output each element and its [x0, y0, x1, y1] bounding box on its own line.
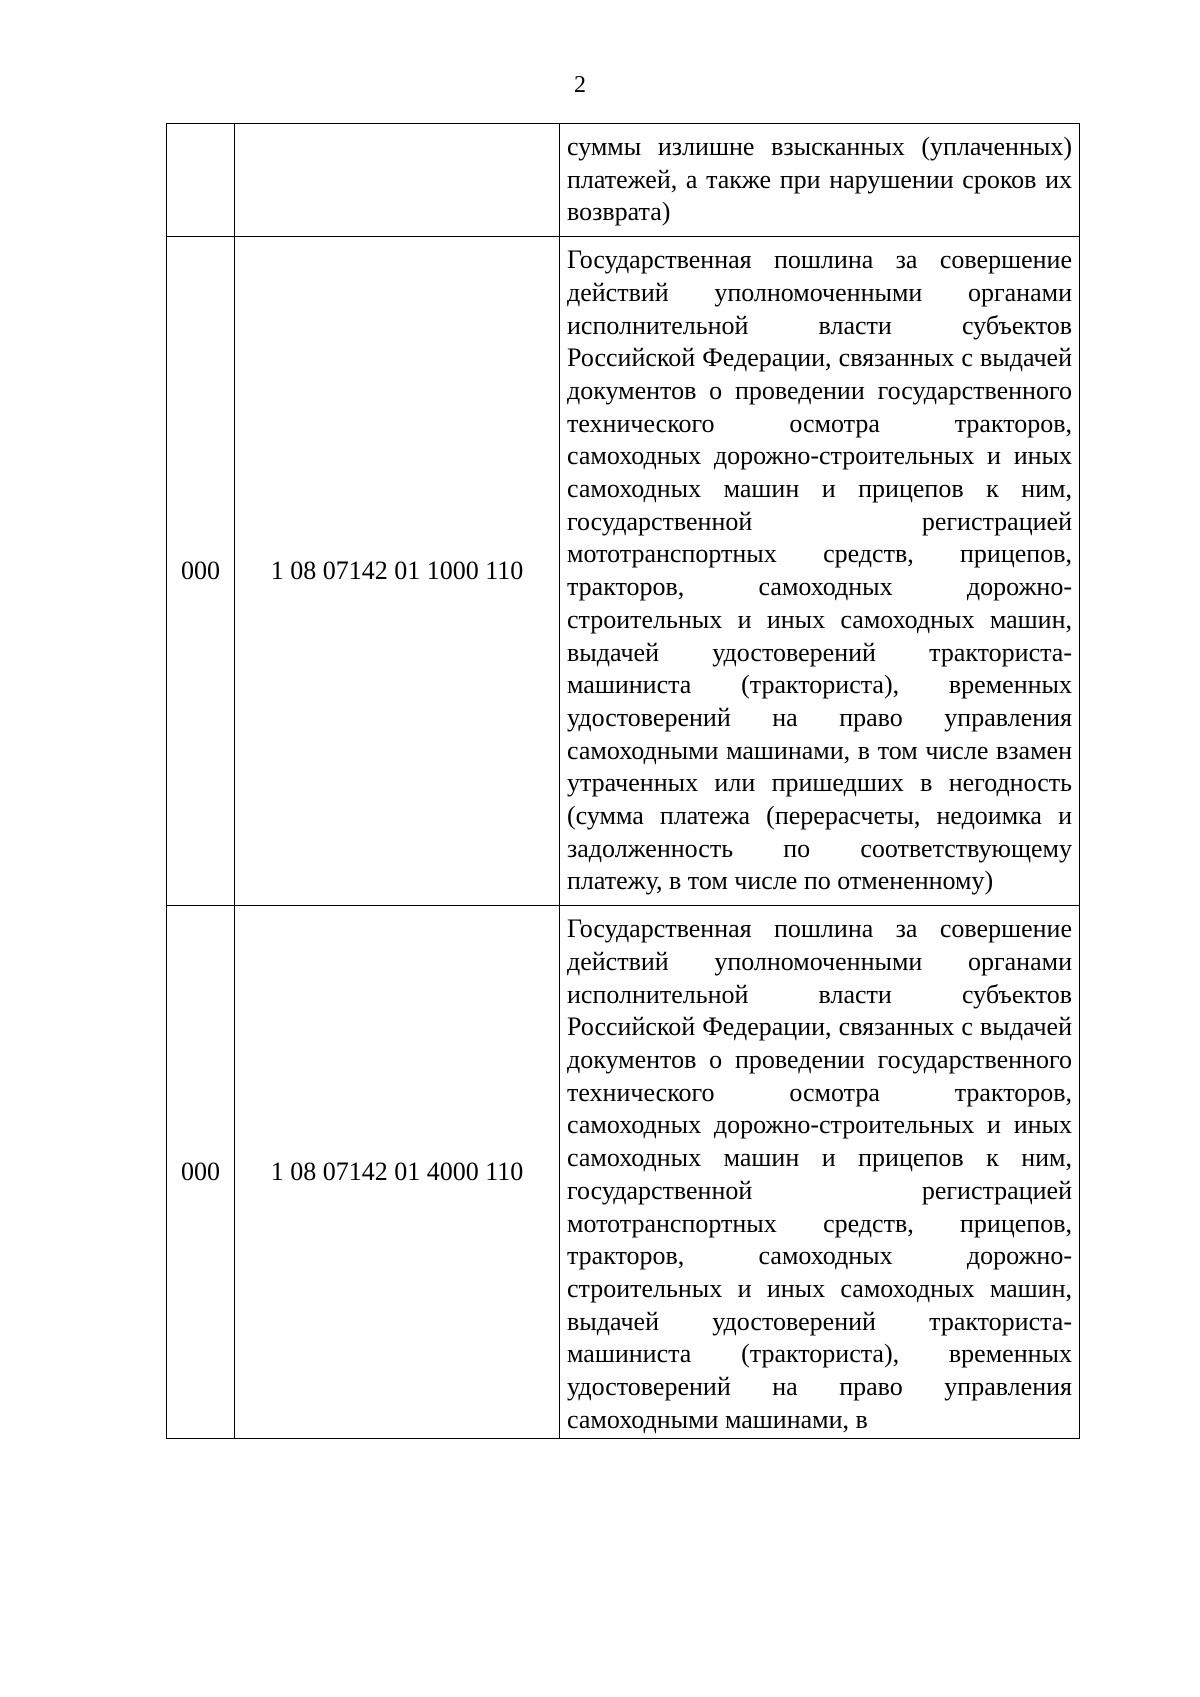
kbk-cell: 1 08 07142 01 1000 110 [235, 237, 560, 906]
table-row [167, 906, 1080, 1439]
admin-code-cell: 000 [167, 237, 235, 906]
admin-code-cell: 000 [167, 906, 235, 1439]
kbk-cell [235, 124, 560, 237]
description-cell [560, 124, 1080, 237]
description-cell [560, 906, 1080, 1439]
description-text: суммы излишне взысканных (уплаченных) платежей, а также при нарушении сроков их возврата) [567, 132, 1072, 227]
description-text: Государственная пошлина за совершение действий уполномоченными органами исполнительной власти субъектов Российской Федерации, связанных с выдачей документов о проведении государственного технического осмотра тракторов, самоходных дорожно-строительных и иных самоходных машин и прицепов к ним, государственной регистрацией мототранспортных средств, прицепов, тракторов, самоходных дорожно-строительных и иных самоходных машин, выдачей удостоверений тракториста-машиниста (тракториста), временных удостоверений на право управления самоходными машинами, в [567, 914, 1072, 1434]
description-cell [560, 237, 1080, 906]
description-text: Государственная пошлина за совершение действий уполномоченными органами исполнительной власти субъектов Российской Федерации, связанных с выдачей документов о проведении государственного технического осмотра тракторов, самоходных дорожно-строительных и иных самоходных машин и прицепов к ним, государственной регистрацией мототранспортных средств, прицепов, тракторов, самоходных дорожно-строительных и иных самоходных машин, выдачей удостоверений тракториста-машиниста (тракториста), временных удостоверений на право управления самоходными машинами, в том числе взамен утраченных или пришедших в негодность (сумма платежа (перерасчеты, недоимка и задолженность по соответствующему платежу, в том числе по отмененному) [567, 245, 1072, 896]
admin-code-cell [167, 124, 235, 237]
budget-codes-table [166, 123, 1080, 1439]
page-number: 2 [574, 72, 586, 98]
table-row [167, 124, 1080, 237]
kbk-cell: 1 08 07142 01 4000 110 [235, 906, 560, 1439]
table-row [167, 237, 1080, 906]
